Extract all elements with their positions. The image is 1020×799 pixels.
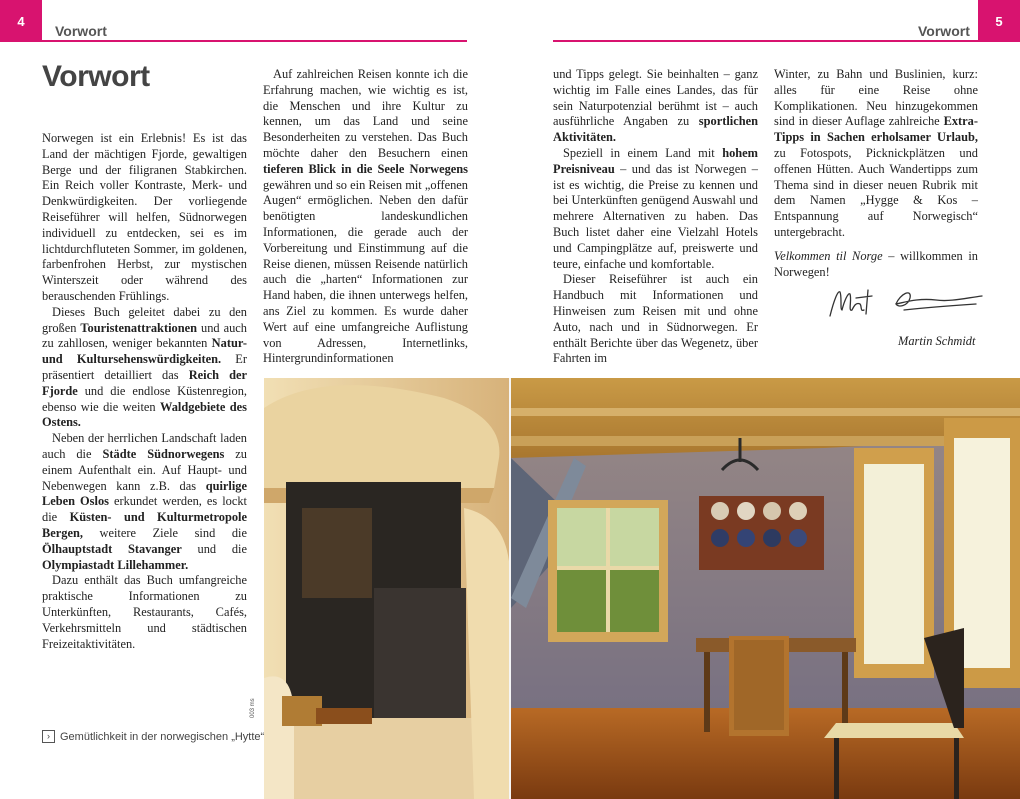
text-column-4 — [774, 67, 978, 280]
paragraph: Speziell in einem Land mit hohem Preisniveau – und das ist Norwegen – ist es wichtig, die Preise zu kennen und bei Unterkünften genügend Auswahl und mehrere Alternativen zu haben. Das Buch listet daher eine Vielzahl Hotels und Campingplätze auf, preiswerte und teure, einfache und komfortable. — [553, 145, 758, 271]
text-column-3 — [553, 67, 758, 367]
running-head-right: Vorwort — [918, 23, 970, 39]
interior-photo — [264, 378, 1020, 799]
running-head-left: Vorwort — [55, 23, 107, 39]
text-column-2 — [263, 67, 468, 367]
paragraph: und Tipps gelegt. Sie beinhalten – ganz wichtig im Falle eines Landes, das für sein Naturpotenzial berühmt ist – auch ausführliche Angaben zu sportlichen Aktivitäten. — [553, 67, 758, 145]
arrow-right-icon: › — [42, 730, 55, 743]
page-title: Vorwort — [42, 60, 150, 93]
header-rule-right — [553, 40, 978, 42]
paragraph: Neben der herrlichen Landschaft laden auch die Städte Südnorwegens zu einem Aufenthalt ein. Auf Haupt- und Nebenwegen kann z.B. das quirlige Leben Oslos erkundet werden, es lockt die Küsten- und Kulturmetropole Bergen, weitere Ziele sind die Ölhauptstadt Stavanger und die Olympiastadt Lillehammer. — [42, 431, 248, 572]
paragraph: Dieser Reiseführer ist auch ein Handbuch mit Informationen und Hinweisen zum Reisen mit und ohne Auto, nach und in Südnorwegen. Er enthält Berichte über das Wegenetz, über Fahrten im — [553, 272, 758, 366]
paragraph: Auf zahlreichen Reisen konnte ich die Erfahrung machen, wie wichtig es ist, die Menschen und ihre Kultur zu kennen, um das Land und seine Besonderheiten zu verstehen. Das Buch möchte daher den Besuchern einen tieferen Blick in die Seele Norwegens gewähren und so ein Reisen mit „offenen Augen“ ermöglichen. Neben den dafür benötigten landeskundlichen Informationen, die gerade auch der Vorbereitung und Einstimmung auf die Reise dienen, müssen Reisende natürlich auch die „harten“ Informationen zur Hand haben, die ihnen unterwegs helfen, ans Ziel zu kommen. Es wurde daher Wert auf eine umfangreiche Auflistung von Adressen, Internetlinks, Hintergrundinformationen — [263, 67, 468, 366]
page-number-right: 5 — [978, 0, 1020, 42]
paragraph: Winter, zu Bahn und Buslinien, kurz: alles für eine Reise ohne Komplikationen. Neu hinzugekommen sind in dieser Auflage zahlreiche Extra-Tipps in Sachen erholsamer Urlaub, zu Fotospots, Picknickplätzen und offenen Hütten. Auch Wandertipps zum Thema sind in dieser neuen Rubrik mit dem Namen „Hygge & Kos – Entspannung auf Norwegisch“ untergebracht. — [774, 67, 978, 239]
text-column-1 — [42, 131, 247, 652]
paragraph-greeting: Velkommen til Norge – willkommen in Norwegen! — [774, 248, 979, 279]
page-number-left: 4 — [0, 0, 42, 42]
paragraph: Norwegen ist ein Erlebnis! Es ist das Land der mächtigen Fjorde, gewaltigen Berge und der filigranen Stabkirchen. Ein Reich voller Kontraste, Merk- und Denkwürdigkeiten. Der vorliegende Reiseführer will helfen, Südnorwegen individuell zu entdecken, sei es im lichtdurchfluteten Sommer, im goldenen, farbenfrohen Herbst, zur mystischen Winterszeit oder während des berauschenden Frühlings. — [42, 131, 247, 303]
paragraph: Dieses Buch geleitet dabei zu den großen Touristenattraktionen und auch zu zahllosen, weniger bekannten Natur- und Kultursehenswürdigkeiten. Er präsentiert detailliert das Reich der Fjorde und die endlose Küstenregion, ebenso wie die weiten Waldgebiete des Ostens. — [42, 304, 248, 430]
author-name: Martin Schmidt — [898, 334, 976, 348]
photo-caption — [42, 730, 264, 743]
header-rule-left — [42, 40, 467, 42]
paragraph: Dazu enthält das Buch umfangreiche praktische Informationen zu Unterkünften, Restaurants, Cafés, Verkehrsmitteln und städtischen Freizeitaktivitäten. — [42, 573, 247, 651]
signature-image — [826, 280, 986, 325]
photo-credit: 003 ms — [250, 698, 256, 718]
caption-text: Gemütlichkeit in der norwegischen „Hytte“ — [60, 730, 265, 743]
